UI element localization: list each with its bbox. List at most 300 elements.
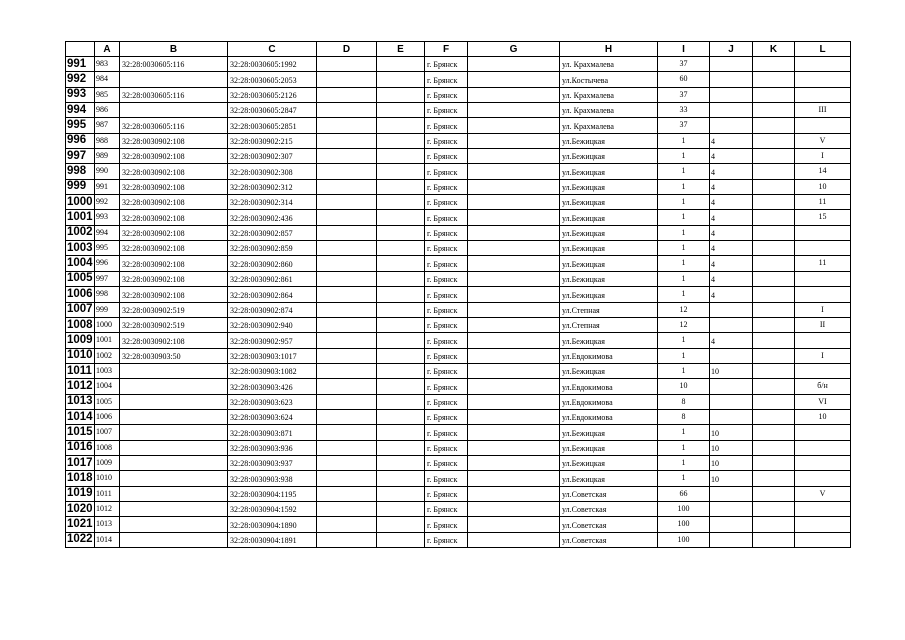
cell-b[interactable]: 32:28:0030902:108 — [120, 149, 228, 164]
cell-h[interactable]: ул.Бежицкая — [560, 333, 658, 348]
cell-k[interactable] — [753, 72, 795, 87]
cell-c[interactable]: 32:28:0030902:861 — [228, 271, 317, 286]
cell-c[interactable]: 32:28:0030904:1891 — [228, 532, 317, 547]
cell-j[interactable]: 4 — [710, 241, 753, 256]
cell-g[interactable] — [468, 149, 560, 164]
cell-c[interactable]: 32:28:0030605:2126 — [228, 87, 317, 102]
cell-e[interactable] — [377, 287, 425, 302]
row-number-cell[interactable]: 1006 — [66, 287, 95, 302]
cell-e[interactable] — [377, 486, 425, 501]
cell-j[interactable]: 4 — [710, 195, 753, 210]
cell-c[interactable]: 32:28:0030902:215 — [228, 133, 317, 148]
row-number-cell[interactable]: 993 — [66, 87, 95, 102]
cell-a[interactable]: 1009 — [95, 455, 120, 470]
cell-b[interactable]: 32:28:0030902:108 — [120, 271, 228, 286]
cell-k[interactable] — [753, 225, 795, 240]
cell-g[interactable] — [468, 256, 560, 271]
cell-d[interactable] — [317, 195, 377, 210]
cell-d[interactable] — [317, 532, 377, 547]
cell-b[interactable]: 32:28:0030605:116 — [120, 57, 228, 72]
cell-l[interactable] — [795, 455, 851, 470]
cell-l[interactable]: I — [795, 302, 851, 317]
cell-f[interactable]: г. Брянск — [425, 363, 468, 378]
cell-e[interactable] — [377, 455, 425, 470]
cell-a[interactable]: 988 — [95, 133, 120, 148]
cell-d[interactable] — [317, 149, 377, 164]
cell-b[interactable]: 32:28:0030902:108 — [120, 256, 228, 271]
cell-h[interactable]: ул.Бежицкая — [560, 210, 658, 225]
cell-e[interactable] — [377, 149, 425, 164]
cell-j[interactable]: 4 — [710, 133, 753, 148]
cell-i[interactable]: 12 — [658, 317, 710, 332]
cell-i[interactable]: 8 — [658, 394, 710, 409]
cell-j[interactable] — [710, 302, 753, 317]
cell-k[interactable] — [753, 164, 795, 179]
cell-f[interactable]: г. Брянск — [425, 118, 468, 133]
cell-f[interactable]: г. Брянск — [425, 486, 468, 501]
cell-c[interactable]: 32:28:0030902:874 — [228, 302, 317, 317]
cell-g[interactable] — [468, 133, 560, 148]
cell-g[interactable] — [468, 302, 560, 317]
cell-a[interactable]: 986 — [95, 103, 120, 118]
cell-b[interactable] — [120, 103, 228, 118]
column-header-a[interactable]: A — [95, 42, 120, 57]
row-number-cell[interactable]: 998 — [66, 164, 95, 179]
cell-k[interactable] — [753, 379, 795, 394]
cell-d[interactable] — [317, 133, 377, 148]
cell-g[interactable] — [468, 225, 560, 240]
cell-j[interactable]: 4 — [710, 287, 753, 302]
cell-e[interactable] — [377, 271, 425, 286]
cell-h[interactable]: ул.Бежицкая — [560, 287, 658, 302]
cell-b[interactable] — [120, 501, 228, 516]
cell-c[interactable]: 32:28:0030605:2851 — [228, 118, 317, 133]
cell-l[interactable] — [795, 118, 851, 133]
cell-i[interactable]: 1 — [658, 471, 710, 486]
cell-b[interactable] — [120, 409, 228, 424]
cell-j[interactable] — [710, 379, 753, 394]
cell-e[interactable] — [377, 241, 425, 256]
cell-h[interactable]: ул.Советская — [560, 501, 658, 516]
cell-h[interactable]: ул.Степная — [560, 317, 658, 332]
cell-b[interactable]: 32:28:0030902:108 — [120, 195, 228, 210]
cell-e[interactable] — [377, 517, 425, 532]
cell-f[interactable]: г. Брянск — [425, 348, 468, 363]
cell-e[interactable] — [377, 471, 425, 486]
cell-a[interactable]: 1014 — [95, 532, 120, 547]
cell-f[interactable]: г. Брянск — [425, 517, 468, 532]
cell-h[interactable]: ул.Евдокимова — [560, 394, 658, 409]
cell-k[interactable] — [753, 363, 795, 378]
cell-b[interactable]: 32:28:0030902:519 — [120, 317, 228, 332]
cell-e[interactable] — [377, 133, 425, 148]
cell-b[interactable]: 32:28:0030902:108 — [120, 133, 228, 148]
cell-e[interactable] — [377, 302, 425, 317]
cell-h[interactable]: ул.Евдокимова — [560, 348, 658, 363]
cell-l[interactable]: 11 — [795, 195, 851, 210]
cell-a[interactable]: 994 — [95, 225, 120, 240]
row-number-cell[interactable]: 1014 — [66, 409, 95, 424]
cell-e[interactable] — [377, 333, 425, 348]
cell-b[interactable] — [120, 394, 228, 409]
row-number-cell[interactable]: 1010 — [66, 348, 95, 363]
cell-h[interactable]: ул.Бежицкая — [560, 440, 658, 455]
cell-b[interactable]: 32:28:0030902:108 — [120, 164, 228, 179]
cell-a[interactable]: 1008 — [95, 440, 120, 455]
cell-j[interactable] — [710, 486, 753, 501]
cell-c[interactable]: 32:28:0030904:1195 — [228, 486, 317, 501]
cell-i[interactable]: 37 — [658, 87, 710, 102]
cell-l[interactable]: VI — [795, 394, 851, 409]
cell-j[interactable]: 4 — [710, 149, 753, 164]
cell-l[interactable]: V — [795, 486, 851, 501]
cell-k[interactable] — [753, 486, 795, 501]
cell-d[interactable] — [317, 517, 377, 532]
cell-a[interactable]: 990 — [95, 164, 120, 179]
cell-k[interactable] — [753, 57, 795, 72]
cell-h[interactable]: ул.Степная — [560, 302, 658, 317]
row-number-cell[interactable]: 1001 — [66, 210, 95, 225]
cell-l[interactable]: 11 — [795, 256, 851, 271]
cell-a[interactable]: 995 — [95, 241, 120, 256]
cell-c[interactable]: 32:28:0030605:1992 — [228, 57, 317, 72]
cell-j[interactable]: 4 — [710, 271, 753, 286]
cell-d[interactable] — [317, 363, 377, 378]
cell-k[interactable] — [753, 348, 795, 363]
cell-c[interactable]: 32:28:0030903:871 — [228, 425, 317, 440]
cell-i[interactable]: 1 — [658, 225, 710, 240]
column-header-h[interactable]: H — [560, 42, 658, 57]
cell-k[interactable] — [753, 241, 795, 256]
cell-b[interactable] — [120, 532, 228, 547]
row-number-cell[interactable]: 1012 — [66, 379, 95, 394]
cell-j[interactable]: 10 — [710, 455, 753, 470]
row-number-cell[interactable]: 991 — [66, 57, 95, 72]
cell-f[interactable]: г. Брянск — [425, 210, 468, 225]
row-number-cell[interactable]: 1015 — [66, 425, 95, 440]
cell-i[interactable]: 1 — [658, 271, 710, 286]
row-number-cell[interactable]: 1009 — [66, 333, 95, 348]
cell-a[interactable]: 983 — [95, 57, 120, 72]
cell-g[interactable] — [468, 333, 560, 348]
cell-h[interactable]: ул.Бежицкая — [560, 363, 658, 378]
cell-c[interactable]: 32:28:0030605:2847 — [228, 103, 317, 118]
cell-b[interactable]: 32:28:0030902:108 — [120, 333, 228, 348]
cell-a[interactable]: 991 — [95, 179, 120, 194]
cell-d[interactable] — [317, 256, 377, 271]
cell-j[interactable]: 10 — [710, 440, 753, 455]
cell-c[interactable]: 32:28:0030902:308 — [228, 164, 317, 179]
column-header-j[interactable]: J — [710, 42, 753, 57]
cell-i[interactable]: 1 — [658, 348, 710, 363]
cell-k[interactable] — [753, 440, 795, 455]
cell-b[interactable]: 32:28:0030605:116 — [120, 87, 228, 102]
cell-g[interactable] — [468, 501, 560, 516]
cell-i[interactable]: 100 — [658, 517, 710, 532]
cell-k[interactable] — [753, 87, 795, 102]
cell-j[interactable]: 4 — [710, 210, 753, 225]
cell-j[interactable] — [710, 394, 753, 409]
column-header-corner[interactable] — [66, 42, 95, 57]
cell-j[interactable] — [710, 409, 753, 424]
cell-h[interactable]: ул.Бежицкая — [560, 455, 658, 470]
cell-i[interactable]: 60 — [658, 72, 710, 87]
cell-h[interactable]: ул.Евдокимова — [560, 409, 658, 424]
cell-e[interactable] — [377, 179, 425, 194]
cell-g[interactable] — [468, 195, 560, 210]
cell-d[interactable] — [317, 118, 377, 133]
cell-f[interactable]: г. Брянск — [425, 271, 468, 286]
cell-k[interactable] — [753, 271, 795, 286]
cell-b[interactable] — [120, 363, 228, 378]
cell-i[interactable]: 33 — [658, 103, 710, 118]
cell-b[interactable]: 32:28:0030902:108 — [120, 225, 228, 240]
cell-g[interactable] — [468, 425, 560, 440]
cell-l[interactable] — [795, 363, 851, 378]
cell-c[interactable]: 32:28:0030902:864 — [228, 287, 317, 302]
cell-d[interactable] — [317, 409, 377, 424]
column-header-b[interactable]: B — [120, 42, 228, 57]
cell-e[interactable] — [377, 210, 425, 225]
cell-b[interactable] — [120, 425, 228, 440]
cell-g[interactable] — [468, 241, 560, 256]
cell-k[interactable] — [753, 532, 795, 547]
cell-j[interactable] — [710, 348, 753, 363]
cell-k[interactable] — [753, 501, 795, 516]
cell-c[interactable]: 32:28:0030902:860 — [228, 256, 317, 271]
cell-b[interactable]: 32:28:0030903:50 — [120, 348, 228, 363]
cell-j[interactable] — [710, 72, 753, 87]
cell-k[interactable] — [753, 302, 795, 317]
cell-a[interactable]: 1001 — [95, 333, 120, 348]
cell-d[interactable] — [317, 333, 377, 348]
cell-b[interactable] — [120, 471, 228, 486]
cell-c[interactable]: 32:28:0030902:312 — [228, 179, 317, 194]
cell-d[interactable] — [317, 425, 377, 440]
cell-l[interactable] — [795, 271, 851, 286]
column-header-l[interactable]: L — [795, 42, 851, 57]
cell-f[interactable]: г. Брянск — [425, 379, 468, 394]
cell-f[interactable]: г. Брянск — [425, 302, 468, 317]
cell-f[interactable]: г. Брянск — [425, 471, 468, 486]
cell-d[interactable] — [317, 317, 377, 332]
cell-f[interactable]: г. Брянск — [425, 532, 468, 547]
row-number-cell[interactable]: 1004 — [66, 256, 95, 271]
row-number-cell[interactable]: 999 — [66, 179, 95, 194]
cell-i[interactable]: 1 — [658, 210, 710, 225]
cell-a[interactable]: 1011 — [95, 486, 120, 501]
cell-j[interactable]: 4 — [710, 164, 753, 179]
cell-j[interactable]: 10 — [710, 425, 753, 440]
cell-c[interactable]: 32:28:0030903:426 — [228, 379, 317, 394]
cell-e[interactable] — [377, 363, 425, 378]
cell-c[interactable]: 32:28:0030902:436 — [228, 210, 317, 225]
cell-k[interactable] — [753, 471, 795, 486]
cell-a[interactable]: 985 — [95, 87, 120, 102]
cell-b[interactable] — [120, 379, 228, 394]
cell-e[interactable] — [377, 532, 425, 547]
cell-a[interactable]: 999 — [95, 302, 120, 317]
cell-d[interactable] — [317, 440, 377, 455]
cell-f[interactable]: г. Брянск — [425, 425, 468, 440]
cell-a[interactable]: 1013 — [95, 517, 120, 532]
cell-k[interactable] — [753, 287, 795, 302]
row-number-cell[interactable]: 1020 — [66, 501, 95, 516]
cell-f[interactable]: г. Брянск — [425, 133, 468, 148]
column-header-e[interactable]: E — [377, 42, 425, 57]
cell-g[interactable] — [468, 455, 560, 470]
cell-l[interactable]: V — [795, 133, 851, 148]
cell-d[interactable] — [317, 501, 377, 516]
cell-k[interactable] — [753, 179, 795, 194]
cell-g[interactable] — [468, 57, 560, 72]
cell-j[interactable] — [710, 103, 753, 118]
column-header-d[interactable]: D — [317, 42, 377, 57]
cell-h[interactable]: ул.Бежицкая — [560, 241, 658, 256]
cell-k[interactable] — [753, 333, 795, 348]
cell-d[interactable] — [317, 164, 377, 179]
cell-i[interactable]: 1 — [658, 241, 710, 256]
cell-b[interactable]: 32:28:0030902:519 — [120, 302, 228, 317]
cell-a[interactable]: 998 — [95, 287, 120, 302]
cell-g[interactable] — [468, 532, 560, 547]
cell-h[interactable]: ул.Бежицкая — [560, 256, 658, 271]
cell-k[interactable] — [753, 118, 795, 133]
cell-j[interactable]: 4 — [710, 333, 753, 348]
cell-h[interactable]: ул.Советская — [560, 517, 658, 532]
cell-d[interactable] — [317, 179, 377, 194]
row-number-cell[interactable]: 1007 — [66, 302, 95, 317]
cell-j[interactable] — [710, 317, 753, 332]
cell-b[interactable] — [120, 455, 228, 470]
cell-g[interactable] — [468, 486, 560, 501]
cell-h[interactable]: ул. Крахмалева — [560, 87, 658, 102]
cell-g[interactable] — [468, 471, 560, 486]
cell-i[interactable]: 1 — [658, 195, 710, 210]
cell-l[interactable] — [795, 333, 851, 348]
row-number-cell[interactable]: 996 — [66, 133, 95, 148]
cell-b[interactable] — [120, 517, 228, 532]
row-number-cell[interactable]: 994 — [66, 103, 95, 118]
cell-j[interactable]: 4 — [710, 179, 753, 194]
cell-j[interactable]: 10 — [710, 471, 753, 486]
cell-c[interactable]: 32:28:0030903:937 — [228, 455, 317, 470]
cell-k[interactable] — [753, 394, 795, 409]
cell-c[interactable]: 32:28:0030902:857 — [228, 225, 317, 240]
cell-l[interactable]: III — [795, 103, 851, 118]
cell-g[interactable] — [468, 103, 560, 118]
cell-e[interactable] — [377, 501, 425, 516]
cell-k[interactable] — [753, 103, 795, 118]
column-header-c[interactable]: C — [228, 42, 317, 57]
cell-b[interactable]: 32:28:0030605:116 — [120, 118, 228, 133]
cell-l[interactable]: б/н — [795, 379, 851, 394]
cell-h[interactable]: ул.Бежицкая — [560, 149, 658, 164]
cell-d[interactable] — [317, 225, 377, 240]
cell-k[interactable] — [753, 517, 795, 532]
cell-j[interactable] — [710, 87, 753, 102]
cell-f[interactable]: г. Брянск — [425, 501, 468, 516]
cell-e[interactable] — [377, 103, 425, 118]
cell-a[interactable]: 1006 — [95, 409, 120, 424]
row-number-cell[interactable]: 1013 — [66, 394, 95, 409]
cell-h[interactable]: ул.Бежицкая — [560, 195, 658, 210]
cell-d[interactable] — [317, 57, 377, 72]
cell-a[interactable]: 993 — [95, 210, 120, 225]
row-number-cell[interactable]: 995 — [66, 118, 95, 133]
cell-e[interactable] — [377, 394, 425, 409]
cell-f[interactable]: г. Брянск — [425, 179, 468, 194]
cell-i[interactable]: 8 — [658, 409, 710, 424]
cell-k[interactable] — [753, 210, 795, 225]
cell-l[interactable] — [795, 471, 851, 486]
cell-e[interactable] — [377, 195, 425, 210]
cell-l[interactable] — [795, 72, 851, 87]
cell-l[interactable] — [795, 501, 851, 516]
cell-h[interactable]: ул.Советская — [560, 486, 658, 501]
cell-e[interactable] — [377, 57, 425, 72]
cell-i[interactable]: 37 — [658, 118, 710, 133]
cell-d[interactable] — [317, 486, 377, 501]
cell-c[interactable]: 32:28:0030904:1592 — [228, 501, 317, 516]
cell-l[interactable] — [795, 517, 851, 532]
row-number-cell[interactable]: 1005 — [66, 271, 95, 286]
cell-l[interactable]: 10 — [795, 409, 851, 424]
cell-d[interactable] — [317, 471, 377, 486]
cell-d[interactable] — [317, 394, 377, 409]
cell-l[interactable] — [795, 225, 851, 240]
cell-i[interactable]: 10 — [658, 379, 710, 394]
row-number-cell[interactable]: 1021 — [66, 517, 95, 532]
cell-f[interactable]: г. Брянск — [425, 440, 468, 455]
cell-l[interactable] — [795, 440, 851, 455]
cell-l[interactable] — [795, 87, 851, 102]
cell-j[interactable]: 4 — [710, 225, 753, 240]
cell-k[interactable] — [753, 256, 795, 271]
cell-f[interactable]: г. Брянск — [425, 317, 468, 332]
cell-a[interactable]: 997 — [95, 271, 120, 286]
cell-a[interactable]: 1007 — [95, 425, 120, 440]
cell-l[interactable]: I — [795, 348, 851, 363]
cell-e[interactable] — [377, 225, 425, 240]
cell-d[interactable] — [317, 455, 377, 470]
cell-g[interactable] — [468, 379, 560, 394]
cell-l[interactable]: II — [795, 317, 851, 332]
cell-e[interactable] — [377, 256, 425, 271]
cell-a[interactable]: 1012 — [95, 501, 120, 516]
cell-l[interactable]: 14 — [795, 164, 851, 179]
cell-i[interactable]: 100 — [658, 501, 710, 516]
cell-c[interactable]: 32:28:0030903:936 — [228, 440, 317, 455]
cell-j[interactable] — [710, 501, 753, 516]
cell-f[interactable]: г. Брянск — [425, 241, 468, 256]
cell-j[interactable] — [710, 57, 753, 72]
cell-k[interactable] — [753, 455, 795, 470]
cell-g[interactable] — [468, 348, 560, 363]
cell-c[interactable]: 32:28:0030904:1890 — [228, 517, 317, 532]
cell-b[interactable] — [120, 72, 228, 87]
cell-k[interactable] — [753, 195, 795, 210]
cell-f[interactable]: г. Брянск — [425, 409, 468, 424]
cell-f[interactable]: г. Брянск — [425, 149, 468, 164]
cell-i[interactable]: 1 — [658, 440, 710, 455]
cell-e[interactable] — [377, 425, 425, 440]
cell-c[interactable]: 32:28:0030902:957 — [228, 333, 317, 348]
cell-h[interactable]: ул.Костычева — [560, 72, 658, 87]
cell-k[interactable] — [753, 409, 795, 424]
cell-d[interactable] — [317, 271, 377, 286]
cell-c[interactable]: 32:28:0030902:314 — [228, 195, 317, 210]
